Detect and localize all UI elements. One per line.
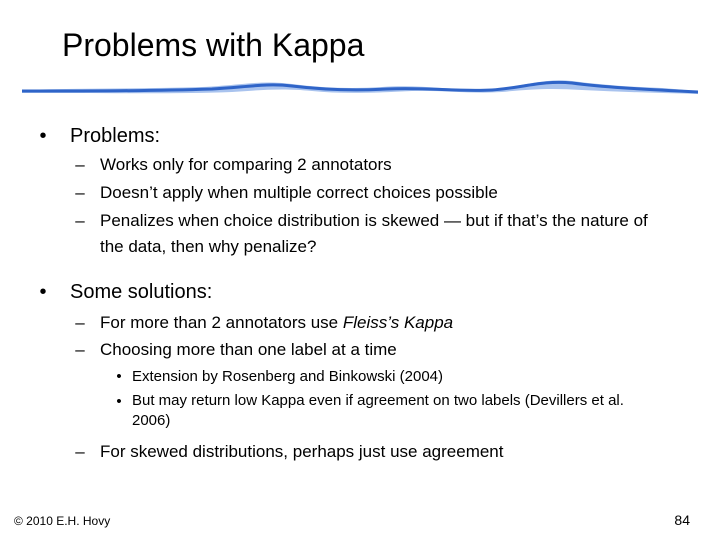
bullet-solutions-label: Some solutions:: [70, 281, 213, 303]
sub-solution-text: Extension by Rosenberg and Binkowski (2004): [132, 368, 444, 385]
solution-item-prefix: For more than 2 annotators use: [100, 313, 343, 332]
dash-marker: –: [75, 313, 85, 332]
dash-marker: –: [75, 340, 85, 359]
footer-copyright: © 2010 E.H. Hovy: [14, 514, 111, 528]
fleiss-kappa-emphasis: Fleiss’s Kappa: [342, 313, 454, 332]
problem-item-text: Penalizes when choice distribution is skewed — but if that’s the nature of the data, then why penalize?: [100, 211, 648, 256]
problem-item-text: Doesn’t apply when multiple correct choices possible: [100, 183, 498, 202]
solution-item-text: [100, 310, 680, 336]
sub-bullet-marker: •: [116, 393, 122, 410]
bullet-problems-label: Problems:: [70, 125, 161, 147]
decorative-wave-divider: [22, 70, 698, 102]
dash-marker: –: [75, 155, 85, 174]
dash-marker: –: [75, 211, 85, 230]
slide-title: Problems with Kappa: [62, 27, 365, 63]
sub-solution-text: But may return low Kappa even if agreement on two labels (Devillers et al. 2006): [132, 392, 624, 429]
slide-page-number: 84: [674, 512, 690, 528]
sub-bullet-marker: •: [116, 368, 122, 385]
dash-marker: –: [75, 442, 85, 461]
bullet-marker: •: [39, 125, 47, 147]
solution-item-text: Choosing more than one label at a time: [100, 340, 397, 359]
problem-item-text: Works only for comparing 2 annotators: [100, 155, 392, 174]
bullet-marker: •: [39, 281, 47, 303]
dash-marker: –: [75, 183, 85, 202]
solution-item-text: For skewed distributions, perhaps just use agreement: [100, 442, 504, 461]
